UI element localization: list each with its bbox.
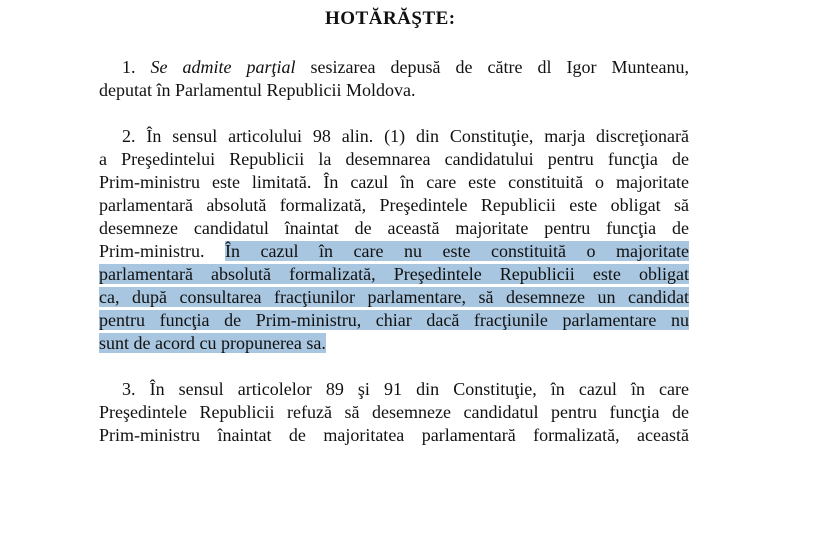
paragraph-3-line-3: Prim-ministru înaintat de majoritatea parlamentară formalizată, această xyxy=(99,425,689,445)
paragraph-3 xyxy=(99,378,689,447)
paragraph-2-line-5: desemneze candidatul înaintat de această majoritate pentru funcţia de xyxy=(99,218,689,238)
document-heading: HOTĂRĂŞTE: xyxy=(325,8,456,29)
line-text: sesizarea depusă de către dl Igor Munteanu, xyxy=(310,57,689,77)
paragraph-2-line-7 xyxy=(99,263,689,286)
highlighted-text[interactable]: parlamentară absolută formalizată, Preşedintele Republicii este obligat xyxy=(99,264,689,284)
paragraph-2-line-4: parlamentară absolută formalizată, Preşedintele Republicii este obligat să xyxy=(99,195,689,215)
paragraph-2-line-1: 2. În sensul articolului 98 alin. (1) din Constituţie, marja discreţionară xyxy=(122,126,689,146)
paragraph-2-line-3: Prim-ministru este limitată. În cazul în care este constituită o majoritate xyxy=(99,172,689,192)
paragraph-2-line-6 xyxy=(99,240,689,263)
paragraph-2-line-10 xyxy=(99,332,689,355)
line-text: Prim-ministru. xyxy=(99,241,205,261)
paragraph-3-line-2: Preşedintele Republicii refuză să desemneze candidatul pentru funcţia de xyxy=(99,402,689,422)
paragraph-1-line-2: deputat în Parlamentul Republicii Moldova. xyxy=(99,80,416,100)
highlighted-text[interactable]: În cazul în care nu este constituită o majoritate xyxy=(225,241,689,261)
highlighted-text[interactable]: sunt de acord cu propunerea sa. xyxy=(99,333,326,353)
paragraph-3-line-1: 3. În sensul articolelor 89 şi 91 din Constituţie, în cazul în care xyxy=(122,379,689,399)
paragraph-1-line-1 xyxy=(99,56,689,79)
highlighted-text[interactable]: pentru funcţia de Prim-ministru, chiar dacă fracţiunile parlamentare nu xyxy=(99,310,689,330)
paragraph-1 xyxy=(99,56,689,102)
paragraph-2-line-2: a Preşedintelui Republicii la desemnarea candidatului pentru funcţia de xyxy=(99,149,689,169)
paragraph-2-line-8 xyxy=(99,286,689,309)
item-number: 1. xyxy=(122,57,136,77)
paragraph-2-line-9 xyxy=(99,309,689,332)
italic-phrase: Se admite parţial xyxy=(150,57,296,77)
paragraph-2 xyxy=(99,125,689,355)
highlighted-text[interactable]: ca, după consultarea fracţiunilor parlamentare, să desemneze un candidat xyxy=(99,287,689,307)
